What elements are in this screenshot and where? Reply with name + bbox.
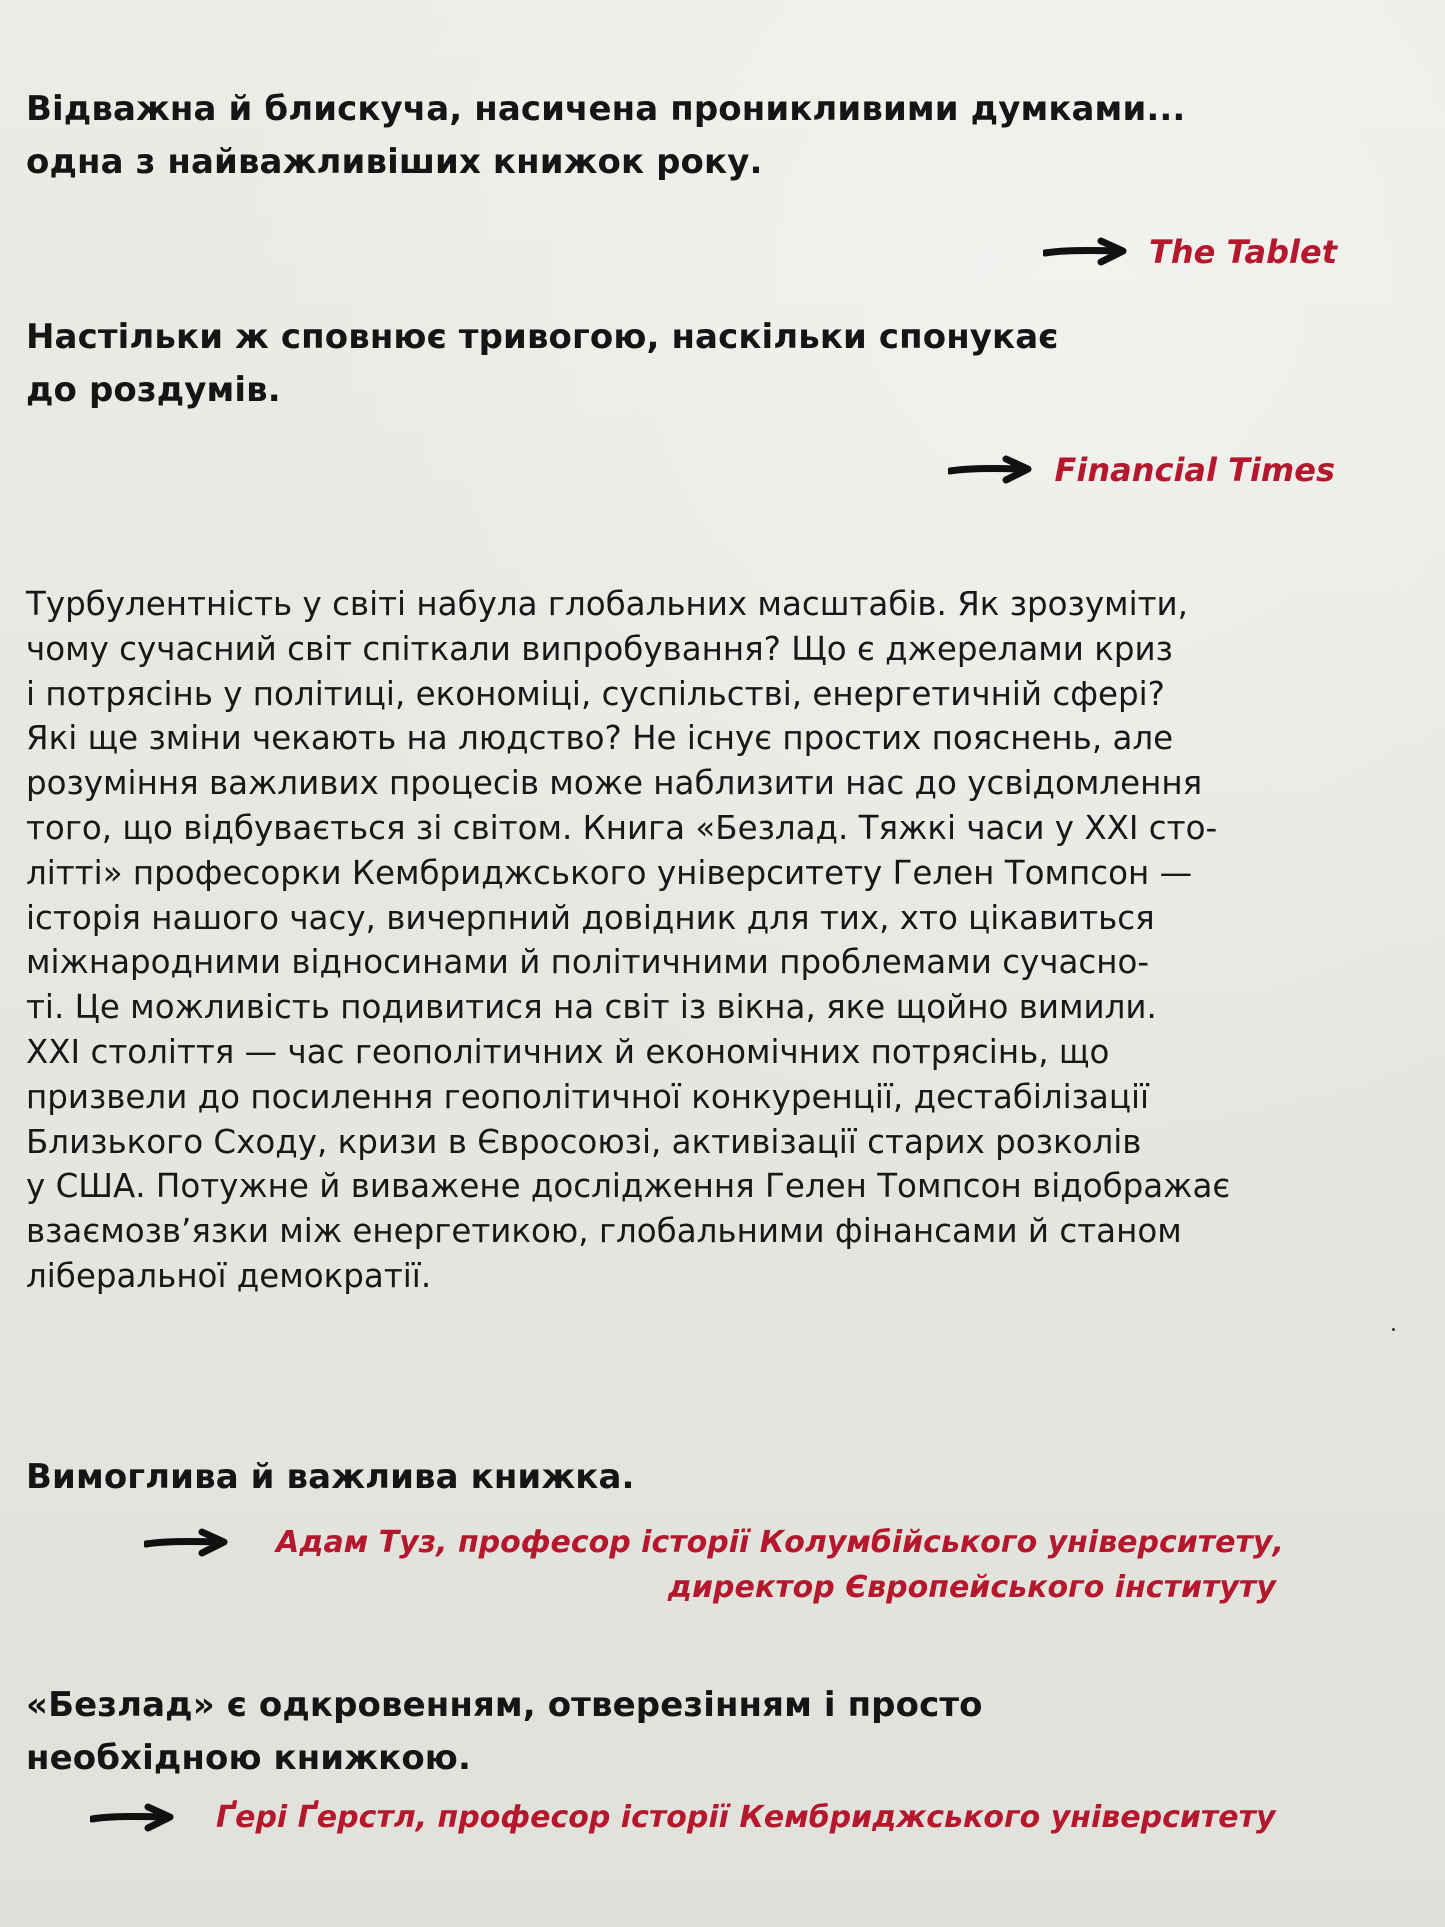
- description-line: XXI століття — час геополітичних й економічних потрясінь, що: [26, 1032, 1110, 1071]
- hand-drawn-arrow-icon: [90, 1803, 174, 1833]
- description-line: Турбулентність у світі набула глобальних масштабів. Як зрозуміти,: [26, 585, 1188, 623]
- review-attribution-4: [90, 1796, 1276, 1840]
- review-quote-4: [26, 1679, 983, 1785]
- description-line: того, що відбувається зі світом. Книга «Безлад. Тяжкі часи у XXI сто-: [26, 808, 1218, 847]
- quote-line: одна з найважливіших книжок року.: [26, 142, 763, 182]
- description-line: міжнародними відносинами й політичними проблемами сучасно-: [26, 943, 1150, 982]
- description-line: у США. Потужне й виважене дослідження Гелен Томпсон відображає: [26, 1167, 1231, 1206]
- hand-drawn-arrow-icon: [1043, 237, 1127, 267]
- review-attribution-2: [948, 448, 1335, 492]
- quote-line: Настільки ж сповнює тривогою, наскільки спонукає: [26, 317, 1059, 357]
- review-attribution-3: [144, 1520, 1284, 1610]
- description-line: взаємозв’язки між енергетикою, глобальними фінансами й станом: [26, 1212, 1182, 1251]
- description-line: Які ще зміни чекають на людство? Не існує простих пояснень, але: [26, 719, 1174, 758]
- quote-line: Вимоглива й важлива книжка.: [26, 1457, 635, 1497]
- review-source: The Tablet: [1149, 233, 1337, 271]
- source-line: Адам Туз, професор історії Колумбійського університету,: [276, 1525, 1284, 1560]
- book-description: [26, 582, 1336, 1299]
- review-quote-3: [26, 1451, 635, 1504]
- description-line: розуміння важливих процесів може наблизити нас до усвідомлення: [26, 764, 1203, 803]
- hand-drawn-arrow-icon: [948, 455, 1032, 485]
- description-line: призвели до посилення геополітичної конкуренції, дестабілізації: [26, 1077, 1150, 1116]
- description-line: ліберальної демократії.: [26, 1256, 432, 1295]
- review-quote-1: [26, 83, 1185, 189]
- print-speck: [1392, 1328, 1395, 1331]
- quote-line: до роздумів.: [26, 370, 281, 410]
- review-source: [276, 1520, 1284, 1610]
- review-source: Financial Times: [1054, 451, 1335, 489]
- description-line: історія нашого часу, вичерпний довідник для тих, хто цікавиться: [26, 898, 1155, 937]
- source-line: директор Європейського інституту: [667, 1570, 1276, 1605]
- description-line: літті» професорки Кембриджського університету Гелен Томпсон —: [26, 853, 1193, 892]
- review-quote-2: [26, 311, 1059, 417]
- review-source: Ґері Ґерстл, професор історії Кембриджського університету: [216, 1800, 1276, 1835]
- description-line: чому сучасний світ спіткали випробування? Що є джерелами криз: [26, 629, 1173, 668]
- hand-drawn-arrow-icon: [144, 1528, 228, 1558]
- quote-line: Відважна й блискуча, насичена проникливими думками...: [26, 89, 1186, 129]
- description-line: і потрясінь у політиці, економіці, суспільстві, енергетичній сфері?: [26, 674, 1165, 713]
- description-line: Близького Сходу, кризи в Євросоюзі, активізації старих розколів: [26, 1122, 1142, 1161]
- quote-line: необхідною книжкою.: [26, 1738, 471, 1778]
- review-attribution-1: [1043, 230, 1337, 274]
- description-line: ті. Це можливість подивитися на світ із вікна, яке щойно вимили.: [26, 988, 1157, 1027]
- quote-line: «Безлад» є одкровенням, отверезінням і просто: [26, 1685, 983, 1725]
